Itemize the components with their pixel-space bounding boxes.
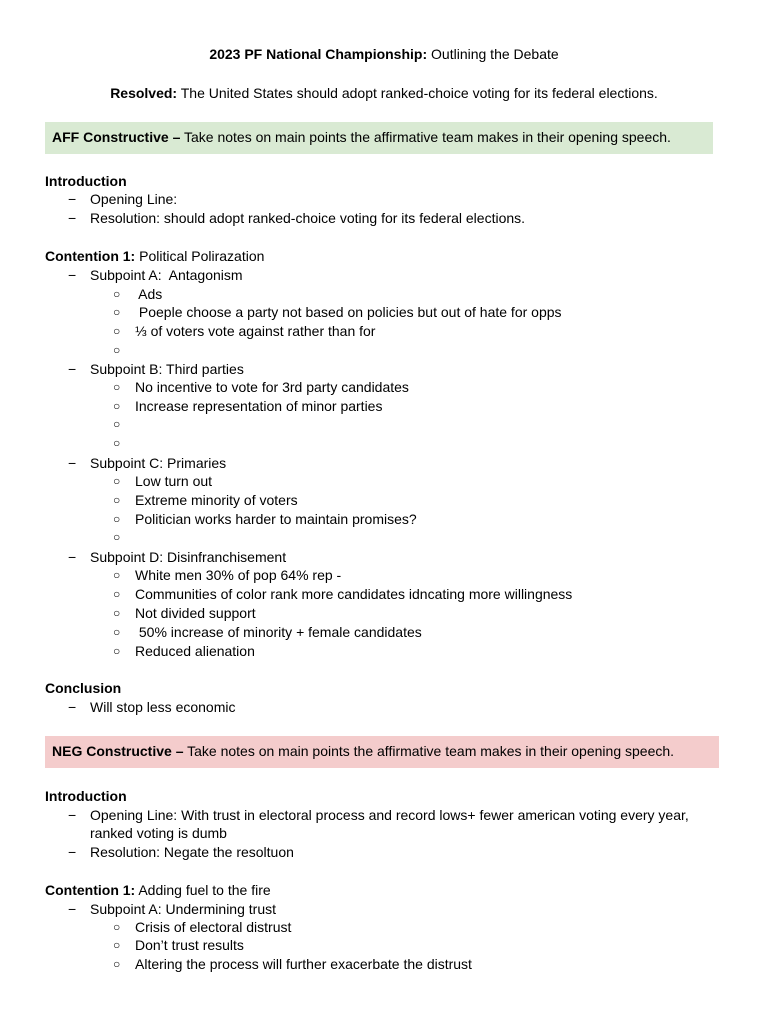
list-item-text: Communities of color rank more candidates idncating more willingness [135, 586, 573, 602]
subpoint-label: Subpoint D: Disinfranchisement [90, 549, 287, 565]
dash-bullet-icon: − [68, 210, 77, 226]
aff-contention-1-heading: Contention 1: Political Polirazation [45, 248, 265, 264]
list-item-text: Increase representation of minor parties [135, 398, 383, 414]
neg-introduction-heading: Introduction [45, 788, 127, 804]
list-item-text: Crisis of electoral distrust [135, 919, 292, 935]
list-item-text: ⅓ of voters vote against rather than for [135, 323, 376, 339]
circle-bullet-icon: ○ [113, 493, 121, 507]
list-item-text: Resolution: should adopt ranked-choice voting for its federal elections. [90, 210, 526, 226]
list-item-text: No incentive to vote for 3rd party candidates [135, 379, 409, 395]
dash-bullet-icon: − [68, 361, 77, 377]
circle-bullet-icon: ○ [113, 512, 121, 526]
circle-bullet-icon: ○ [113, 324, 121, 338]
circle-bullet-icon: ○ [113, 920, 121, 934]
subpoint-label: Subpoint A: Antagonism [90, 267, 243, 283]
aff-conclusion-heading: Conclusion [45, 680, 122, 696]
list-item-text: Poeple choose a party not based on policies but out of hate for opps [135, 304, 562, 320]
circle-bullet-icon: ○ [113, 474, 121, 488]
circle-bullet-icon: ○ [113, 568, 121, 582]
list-item-text: Reduced alienation [135, 643, 255, 659]
neg-contention-1-heading: Contention 1: Adding fuel to the fire [45, 882, 271, 898]
circle-bullet-icon: ○ [113, 287, 121, 301]
dash-bullet-icon: − [68, 807, 77, 823]
dash-bullet-icon: − [68, 549, 77, 565]
circle-bullet-icon: ○ [113, 380, 121, 394]
circle-bullet-icon: ○ [113, 938, 121, 952]
circle-bullet-icon: ○ [113, 343, 121, 357]
aff-constructive-banner: AFF Constructive – Take notes on main points the affirmative team makes in their opening speech. [45, 122, 713, 154]
dash-bullet-icon: − [68, 455, 77, 471]
list-item-text: Extreme minority of voters [135, 492, 298, 508]
dash-bullet-icon: − [68, 699, 77, 715]
list-item-text: Ads [135, 286, 163, 302]
list-item-text: Opening Line: [90, 191, 178, 207]
list-item-text: Resolution: Negate the resoltuon [90, 844, 294, 860]
circle-bullet-icon: ○ [113, 417, 121, 431]
list-item-text: Altering the process will further exacerbate the distrust [135, 956, 472, 972]
document-title: 2023 PF National Championship: Outlining the Debate [209, 46, 559, 62]
circle-bullet-icon: ○ [113, 399, 121, 413]
list-item-text: Opening Line: With trust in electoral process and record lows+ fewer american voting every year, [90, 807, 689, 823]
circle-bullet-icon: ○ [113, 606, 121, 620]
circle-bullet-icon: ○ [113, 625, 121, 639]
circle-bullet-icon: ○ [113, 436, 121, 450]
list-item-text: Not divided support [135, 605, 256, 621]
dash-bullet-icon: − [68, 191, 77, 207]
list-item-text: Low turn out [135, 473, 213, 489]
circle-bullet-icon: ○ [113, 305, 121, 319]
subpoint-label: Subpoint A: Undermining trust [90, 901, 276, 917]
resolution-statement: Resolved: The United States should adopt ranked-choice voting for its federal elections. [110, 85, 658, 101]
circle-bullet-icon: ○ [113, 957, 121, 971]
circle-bullet-icon: ○ [113, 644, 121, 658]
list-item-text: 50% increase of minority + female candidates [135, 624, 422, 640]
list-item-text: Don’t trust results [135, 937, 244, 953]
list-item-text: Politician works harder to maintain promises? [135, 511, 417, 527]
dash-bullet-icon: − [68, 901, 77, 917]
subpoint-label: Subpoint C: Primaries [90, 455, 227, 471]
list-item-text: White men 30% of pop 64% rep - [135, 567, 342, 583]
aff-introduction-heading: Introduction [45, 173, 127, 189]
dash-bullet-icon: − [68, 267, 77, 283]
list-item-text: Will stop less economic [90, 699, 236, 715]
circle-bullet-icon: ○ [113, 587, 121, 601]
subpoint-label: Subpoint B: Third parties [90, 361, 244, 377]
list-item-text-continued: ranked voting is dumb [90, 825, 227, 841]
dash-bullet-icon: − [68, 844, 77, 860]
circle-bullet-icon: ○ [113, 530, 121, 544]
neg-constructive-banner: NEG Constructive – Take notes on main points the affirmative team makes in their opening speech. [45, 736, 719, 768]
